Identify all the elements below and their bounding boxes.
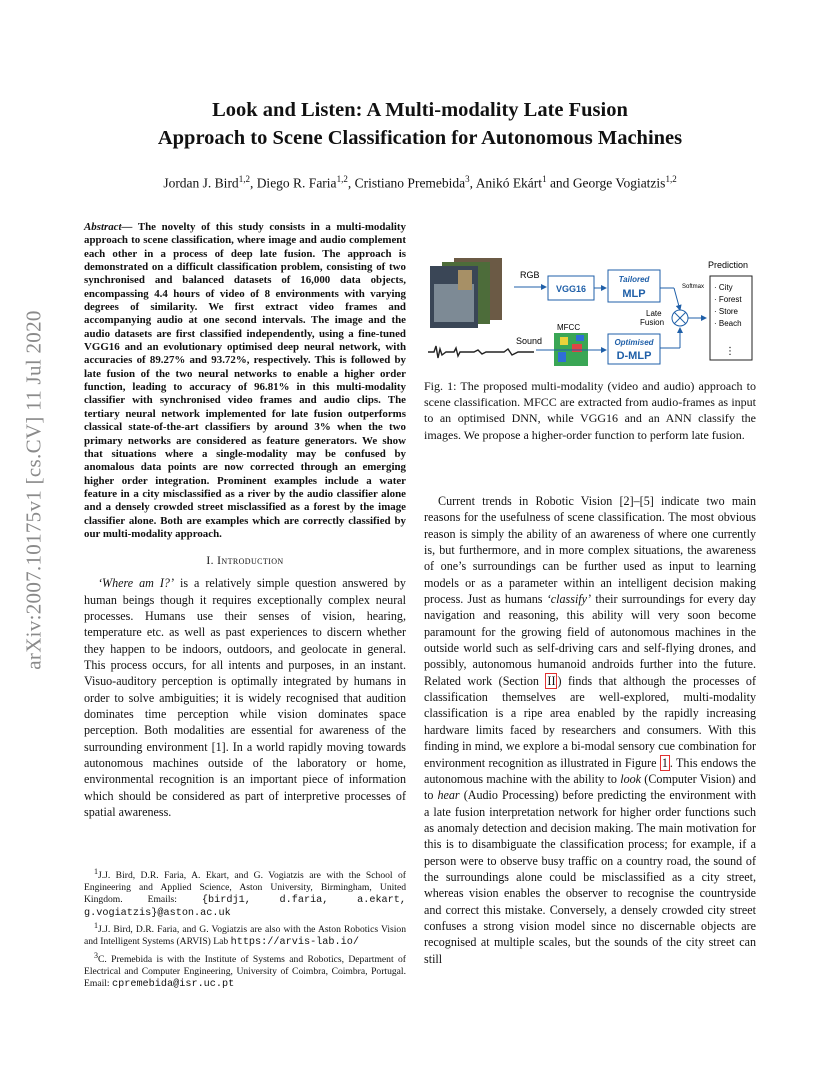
classify-emphasis: ‘classify’ — [546, 592, 592, 607]
trends-text-6: (Audio Processing) before predicting the environment with a late fusion interpretation network for higher order functions such as anomaly detection and decision making. The main motivation for this is to disambiguate the classification process; for example, if a person were to observe busy traffic on a country road, the sound of the surroundings alone could be misclassified as a city street, whereas vision enables the observer to recognise the countryside and correct this mistake. Conversely, a densely crowded city street confuses a strong vision model since no discernable objects are recognised at multiple scales, but the sounds of the city street can still — [424, 788, 757, 966]
author-name: George Vogiatzis — [572, 175, 666, 191]
footnote-3-email: cpremebida@isr.uc.pt — [111, 978, 235, 990]
author-affiliation-marker: 1,2 — [665, 174, 677, 184]
prediction-class-item: · Forest — [714, 295, 742, 304]
footnote-2-url[interactable]: https://arvis-lab.io/ — [230, 937, 359, 949]
arxiv-identifier — [12, 290, 56, 690]
mlp-label: MLP — [622, 288, 646, 300]
author-affiliation-marker: 1,2 — [336, 174, 348, 184]
abstract-text: The novelty of this study consists in a multi-modality approach to scene classification, where image and audio complement each other in a process of deep late fusion. The approach is demonstrated on a difficult classification problem, consisting of two synchronised and balanced datasets of 16,000 data objects, encompassing 4.4 hours of video of 8 environments with varying degrees of similarity. We first extract video frames and accompanying audio at one second intervals. The image and the audio datasets are first classified independently, using a fine-tuned VGG16 and an evolutionary optimised deep neural network, with accuracies of 89.27% and 93.72%, respectively. This is followed by late fusion of the two neural networks to enable a higher order function, leading to accuracy of 96.81% in this multi-modality classifier with synchronised video frames and audio clips. The tertiary neural network implemented for late fusion outperforms classical state-of-the-art classifiers by around 3% when the two primary networks are considered as feature generators. We show that situations where a single-modality may be confused by anomalous data points are now corrected through an emerging higher order integration. Prominent examples include a water feature in a city misclassified as a river by the audio classifier alone and a densely crowded street misclassified as a forest by the image classifier alone. Both are examples which are correctly classified by our multi-modality approach. — [84, 221, 406, 540]
prediction-class-item: · City — [714, 283, 733, 292]
trends-text-2: their surroundings for every day navigation and reasoning, this ability will very soon become paramount for the growing field of autonomous machines in the outside world such as self-driving cars and self-flying drones, and possibly, autonomous humanoid androids further into the future. Related work (Section — [424, 592, 756, 688]
rgb-label: RGB — [520, 270, 540, 280]
footnote-2 — [84, 920, 406, 949]
title-line-1: Look and Listen: A Multi-modality Late Fusion — [212, 99, 628, 121]
figure-1-caption: Fig. 1: The proposed multi-modality (video and audio) approach to scene classification. MFCC are extracted from audio-frames as input to an optimised DNN, while VGG16 and an ANN classify the images. We propose a higher-order function to perform late fusion. — [424, 379, 756, 442]
abstract — [84, 221, 406, 541]
left-column — [84, 221, 406, 820]
figure-reference-link[interactable]: 1 — [661, 755, 668, 770]
author-separator: , — [347, 175, 355, 191]
trends-text-5: (Computer Vision) and to — [424, 771, 757, 803]
hear-emphasis: hear — [437, 788, 460, 803]
sound-waveform — [428, 346, 534, 358]
prediction-label: Prediction — [708, 260, 749, 270]
author-name: Jordan J. Bird — [163, 175, 239, 191]
author-separator: and — [546, 175, 573, 191]
intro-text: is a relatively simple question answered by human beings though it requires exceptionally complex neural processes. Humans use their senses of vision, hearing, temperature etc. as well as past experiences to discern whether they happen to be indoors, outdoors, and geolocate in general. This process occurs, for all intents and purposes, in an instant. Visuo-auditory perception is optimally integrated by humans in order to solve ambiguities; it is widely recognised that audition dominates time perception while vision dominates space perception. Both modalities are essential for awareness of the surrounding environment [1]. In a world rapidly moving towards autonomous machines outside of the laboratory or home, environmental recognition is an important piece of information which should be considered as part of interpretive processes of spatial awareness. — [84, 576, 406, 820]
footnote-1 — [84, 866, 406, 919]
vgg16-label: VGG16 — [555, 284, 587, 294]
author-separator: , — [469, 175, 476, 191]
intro-paragraph — [84, 575, 406, 820]
section-heading-introduction: I. Introduction — [206, 555, 284, 568]
footnote-3-marker: 3 — [94, 951, 98, 961]
sound-label: Sound — [516, 336, 543, 346]
author-affiliation-marker: 3 — [465, 174, 470, 184]
look-emphasis: look — [620, 771, 642, 786]
trends-paragraph — [424, 493, 756, 967]
fusion-node — [672, 310, 688, 326]
figure-1-diagram — [424, 254, 756, 366]
footnote-2-text: J.J. Bird, D.R. Faria, and G. Vogiatzis are also with the Aston Robotics Vision and Intelligent Systems (ARVIS) Lab — [84, 924, 406, 948]
softmax-label: Softmax — [682, 284, 705, 290]
section-reference-link[interactable]: II — [547, 673, 556, 688]
video-frame-stack — [430, 258, 502, 328]
more-classes-ellipsis: ⋮ — [725, 346, 735, 357]
footnote-2-marker: 1 — [94, 921, 98, 931]
late-fusion-label-1: Late — [646, 309, 662, 318]
trends-text-3: ) finds that although the processes of classification themselves are well-explored, multi-modality classification is a ripe area enabled by the rapidly increasing hardware limits faced by researchers and consumers. With this finding in mind, we explore a bi-modal sensory cue combination for environment recognition as illustrated in Figure — [424, 673, 756, 770]
author-affiliation-marker: 1,2 — [238, 174, 250, 184]
prediction-class-item: · Store — [714, 307, 739, 316]
mfcc-label: MFCC — [557, 323, 581, 332]
arxiv-identifier-text: arXiv:2007.10175v1 [cs.CV] 11 Jul 2020 — [21, 310, 46, 670]
title-line-2: Approach to Scene Classification for Autonomous Machines — [157, 127, 683, 149]
optimised-label: Optimised — [614, 338, 654, 347]
tailored-label: Tailored — [618, 275, 650, 284]
footnote-1-marker: 1 — [94, 867, 98, 876]
author-name: Cristiano Premebida — [354, 175, 466, 191]
trends-text-1: Current trends in Robotic Vision [2]–[5] indicate two main reasons for the usefulness of scene classification. The most obvious reason is simply the ability of an awareness of where one currently is, but furthermore, and in more complex situations, the awareness of one’s surroundings can be further used as input to learning models or as a parameter within an intelligent decision making process. Just as humans — [424, 494, 756, 607]
author-name: Diego R. Faria — [256, 175, 337, 191]
late-fusion-label-2: Fusion — [640, 318, 665, 327]
author-separator: , — [249, 175, 257, 191]
footnote-3 — [84, 950, 406, 991]
author-name: Anikó Ekárt — [475, 175, 543, 191]
footnote-3-text: C. Premebida is with the Institute of Systems and Robotics, Department of Electrical and Computer Engineering, University of Coimbra, Coimbra, Portugal. Email: — [84, 954, 406, 989]
footnotes — [84, 866, 406, 992]
author-affiliation-marker: 1 — [542, 174, 547, 184]
abstract-label: Abstract— — [84, 221, 133, 233]
footnote-1-text: J.J. Bird, D.R. Faria, A. Ekart, and G. Vogiatzis are with the School of Engineering and Applied Science, Aston University, Birmingham, United Kingdom. Emails: — [84, 870, 406, 905]
prediction-class-item: · Beach — [714, 319, 742, 328]
trends-text-4: . This endows the autonomous machine with the ability to — [424, 755, 757, 786]
intro-quote: ‘Where am I?’ — [98, 576, 174, 591]
footnote-1-emails: {birdj1, d.faria, a.ekart, g.vogiatzis}@aston.ac.uk — [84, 894, 407, 919]
dmlp-label: D-MLP — [616, 350, 652, 362]
right-column — [424, 493, 756, 967]
paper-title — [100, 96, 740, 152]
author-list — [80, 170, 760, 193]
